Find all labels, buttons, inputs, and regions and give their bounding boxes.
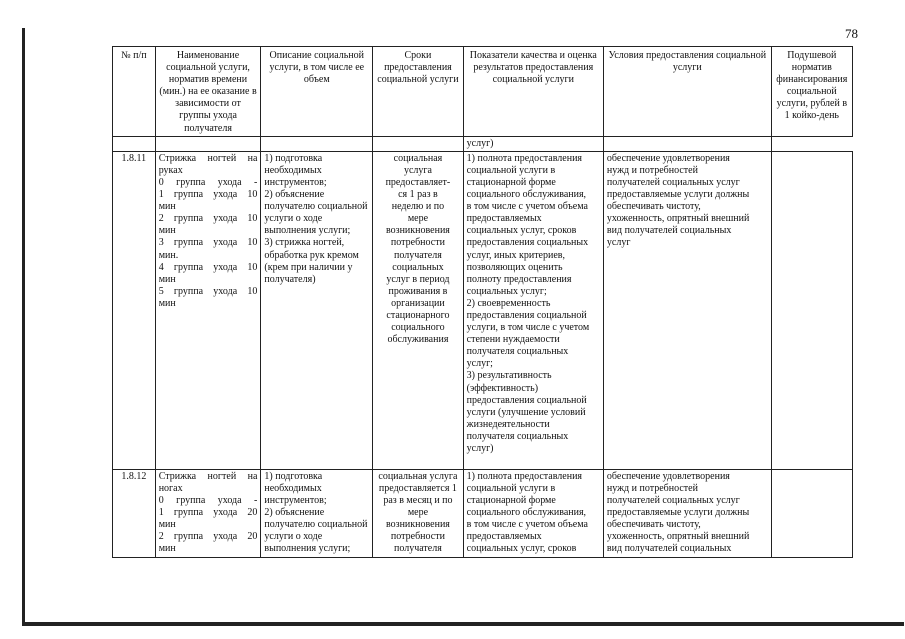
row-funding (771, 469, 852, 557)
cell-line: социальная (393, 152, 443, 164)
cell-line: степени нуждаемости (466, 334, 560, 346)
header-quality: Показатели качества и оценка результатов предоставления социальной услуги (463, 47, 603, 137)
row-description (261, 469, 373, 557)
row-term (373, 151, 463, 469)
cell-line: инструментов; (264, 176, 327, 188)
cell-line: предоставляемых (466, 213, 542, 225)
cell-line: обеспечивать чистоту, (606, 519, 701, 531)
cell-line: нужд и потребностей (606, 164, 698, 176)
cell-line: услуг) (466, 443, 494, 454)
cell-line: потребности (390, 531, 445, 543)
cell-line: получателю социальной (264, 201, 368, 213)
cell-line: обеспечивать чистоту, (606, 201, 701, 213)
cell-line: 1) полнота предоставления (466, 470, 583, 482)
cell-line: в том числе с учетом объема (466, 201, 588, 213)
table-row (113, 469, 853, 557)
cell-line: услуги (улучшение условий (466, 406, 586, 418)
table-header-row (113, 47, 853, 137)
cell-line: социальных услуг, сроков (466, 543, 577, 555)
cell-line: услуги о ходе (264, 531, 323, 543)
header-funding: Подушевой норматив финансирования социальной услуги, рублей в 1 койко-день (771, 47, 852, 137)
header-num: № п/п (113, 47, 156, 137)
header-name: Наименование социальной услуги, норматив времени (мин.) на ее оказание в зависимости от группы ухода получателя (155, 47, 261, 137)
header-description: Описание социальной услуги, в том числе ее объем (261, 47, 373, 137)
cell-line: обслуживания (387, 334, 449, 346)
cell-line: необходимых (264, 164, 322, 176)
cell-line: ногах (158, 482, 183, 494)
cell-line: позволяющих оценить (466, 261, 563, 273)
cell-line: 1) полнота предоставления (466, 152, 583, 164)
cell-line: проживания в (388, 285, 448, 297)
cell-line: потребности (390, 237, 445, 249)
cell-line: социального обслуживания, (466, 189, 587, 201)
cell-line: полноту предоставления (466, 273, 572, 285)
row-name (155, 151, 261, 469)
cell-line: 1) подготовка (264, 470, 323, 482)
cell-line: мере (407, 507, 429, 519)
cell-line: ухоженность, опрятный внешний (606, 531, 750, 543)
cell-line: стационарной форме (466, 494, 556, 506)
cell-line: услуг в период (386, 273, 450, 285)
cell-line: социальных услуг; (466, 285, 547, 297)
cell-line: предоставляемые услуги должны (606, 189, 750, 201)
cell-line: вид получателей социальных (606, 225, 732, 237)
cell-line: инструментов; (264, 494, 327, 506)
cell-line: предоставляет- (385, 176, 451, 188)
cell-line: мин (158, 273, 176, 285)
scan-bottom-edge (24, 622, 904, 626)
cell-line: Стрижка ногтей на (158, 152, 258, 164)
cell-line: мере (407, 213, 429, 225)
cell-line: в том числе с учетом объема (466, 519, 588, 531)
cell-line: услуг; (466, 358, 493, 370)
cell-line: выполнения услуги; (264, 543, 351, 555)
cell-line: получателя социальных (466, 430, 569, 442)
cell-line: социального обслуживания, (466, 507, 587, 519)
cell-line: обработка рук кремом (264, 249, 359, 261)
cell-line: (крем при наличии у (264, 261, 353, 273)
cell-line: обеспечение удовлетворения (606, 470, 730, 482)
cell-line: социального (391, 322, 445, 334)
cell-line: предоставляемые услуги должны (606, 507, 750, 519)
services-table (112, 46, 853, 558)
cell-line: услуга (403, 164, 432, 176)
cell-line: Стрижка ногтей на (158, 470, 258, 482)
continuation-row (113, 136, 853, 151)
cell-line: обеспечение удовлетворения (606, 152, 730, 164)
cell-line: выполнения услуги; (264, 225, 351, 237)
row-conditions (603, 469, 771, 557)
cell-line: получателей социальных услуг (606, 176, 740, 188)
cell-line: предоставления социальной (466, 309, 587, 321)
cell-line: получателя) (264, 273, 316, 285)
cell-line: неделю и по (391, 201, 445, 213)
cell-line: услуг (606, 237, 631, 249)
cell-line: предоставления социальной (466, 394, 587, 406)
cell-line: социальных (392, 261, 444, 273)
cell-line: возникновения (385, 519, 450, 531)
cell-line: ся 1 раз в (398, 189, 438, 201)
cell-line: жизнедеятельности (466, 418, 550, 430)
row-num: 1.8.12 (113, 469, 156, 557)
row-funding (771, 151, 852, 469)
cell-line: получателя (394, 543, 442, 555)
cell-line: ухоженность, опрятный внешний (606, 213, 750, 225)
cell-line: получателей социальных услуг (606, 494, 740, 506)
cell-line: нужд и потребностей (606, 482, 698, 494)
header-conditions: Условия предоставления социальной услуги (603, 47, 771, 137)
cell-line: социальной услуги в (466, 482, 556, 494)
cell-line: организации (391, 297, 445, 309)
cell-line: получателю социальной (264, 519, 368, 531)
table-row (113, 151, 853, 469)
scan-left-edge (22, 28, 25, 626)
page-number: 78 (845, 26, 858, 41)
cell-line: возникновения (385, 225, 450, 237)
cell-line: стационарного (386, 309, 450, 321)
cell-line: мин (158, 225, 176, 237)
cell-line: 0 группа ухода - (158, 176, 258, 188)
row-num: 1.8.11 (113, 151, 156, 469)
cell-line: 3) стрижка ногтей, (264, 237, 345, 249)
continuation-text: услуг) (463, 136, 603, 151)
cell-line: мин (158, 297, 176, 309)
cell-line: получателя (394, 249, 442, 261)
cell-line: мин. (158, 249, 179, 261)
cell-line: предоставляется 1 (378, 482, 457, 494)
cell-line: стационарной форме (466, 176, 556, 188)
cell-line: необходимых (264, 482, 322, 494)
cell-line: 0 группа ухода - (158, 494, 258, 506)
cell-line: руках (158, 164, 183, 176)
row-description (261, 151, 373, 469)
cell-line: 2) своевременность (466, 297, 551, 309)
cell-line: мин (158, 543, 176, 555)
cell-line: мин (158, 201, 176, 213)
row-quality (463, 151, 603, 469)
cell-line: предоставления социальных (466, 237, 589, 249)
row-term (373, 469, 463, 557)
cell-line: мин (158, 519, 176, 531)
cell-line: 3) результативность (466, 370, 552, 382)
cell-line: 1) подготовка (264, 152, 323, 164)
cell-line: услуги, в том числе с учетом (466, 322, 590, 334)
cell-line: 1 группа ухода 10 (158, 189, 258, 201)
cell-line: услуги о ходе (264, 213, 323, 225)
header-term: Сроки предоставления социальной услуги (373, 47, 463, 137)
cell-line: социальная услуга (378, 470, 458, 482)
cell-line: 2) объяснение (264, 507, 325, 519)
row-quality (463, 469, 603, 557)
row-conditions (603, 151, 771, 469)
cell-line: 2 группа ухода 10 (158, 213, 258, 225)
cell-line: 2) объяснение (264, 189, 325, 201)
cell-line: социальной услуги в (466, 164, 556, 176)
cell-line: 3 группа ухода 10 (158, 237, 258, 249)
cell-line: вид получателей социальных (606, 543, 732, 555)
cell-line: 4 группа ухода 10 (158, 261, 258, 273)
cell-line: 1 группа ухода 20 (158, 507, 258, 519)
cell-line: (эффективность) (466, 382, 539, 394)
cell-line: предоставляемых (466, 531, 542, 543)
cell-line: услуг, иных критериев, (466, 249, 566, 261)
cell-line: 5 группа ухода 10 (158, 285, 258, 297)
cell-line: получателя социальных (466, 346, 569, 358)
cell-line: раз в месяц и по (383, 494, 453, 506)
cell-line: 2 группа ухода 20 (158, 531, 258, 543)
cell-line: социальных услуг, сроков (466, 225, 577, 237)
row-name (155, 469, 261, 557)
